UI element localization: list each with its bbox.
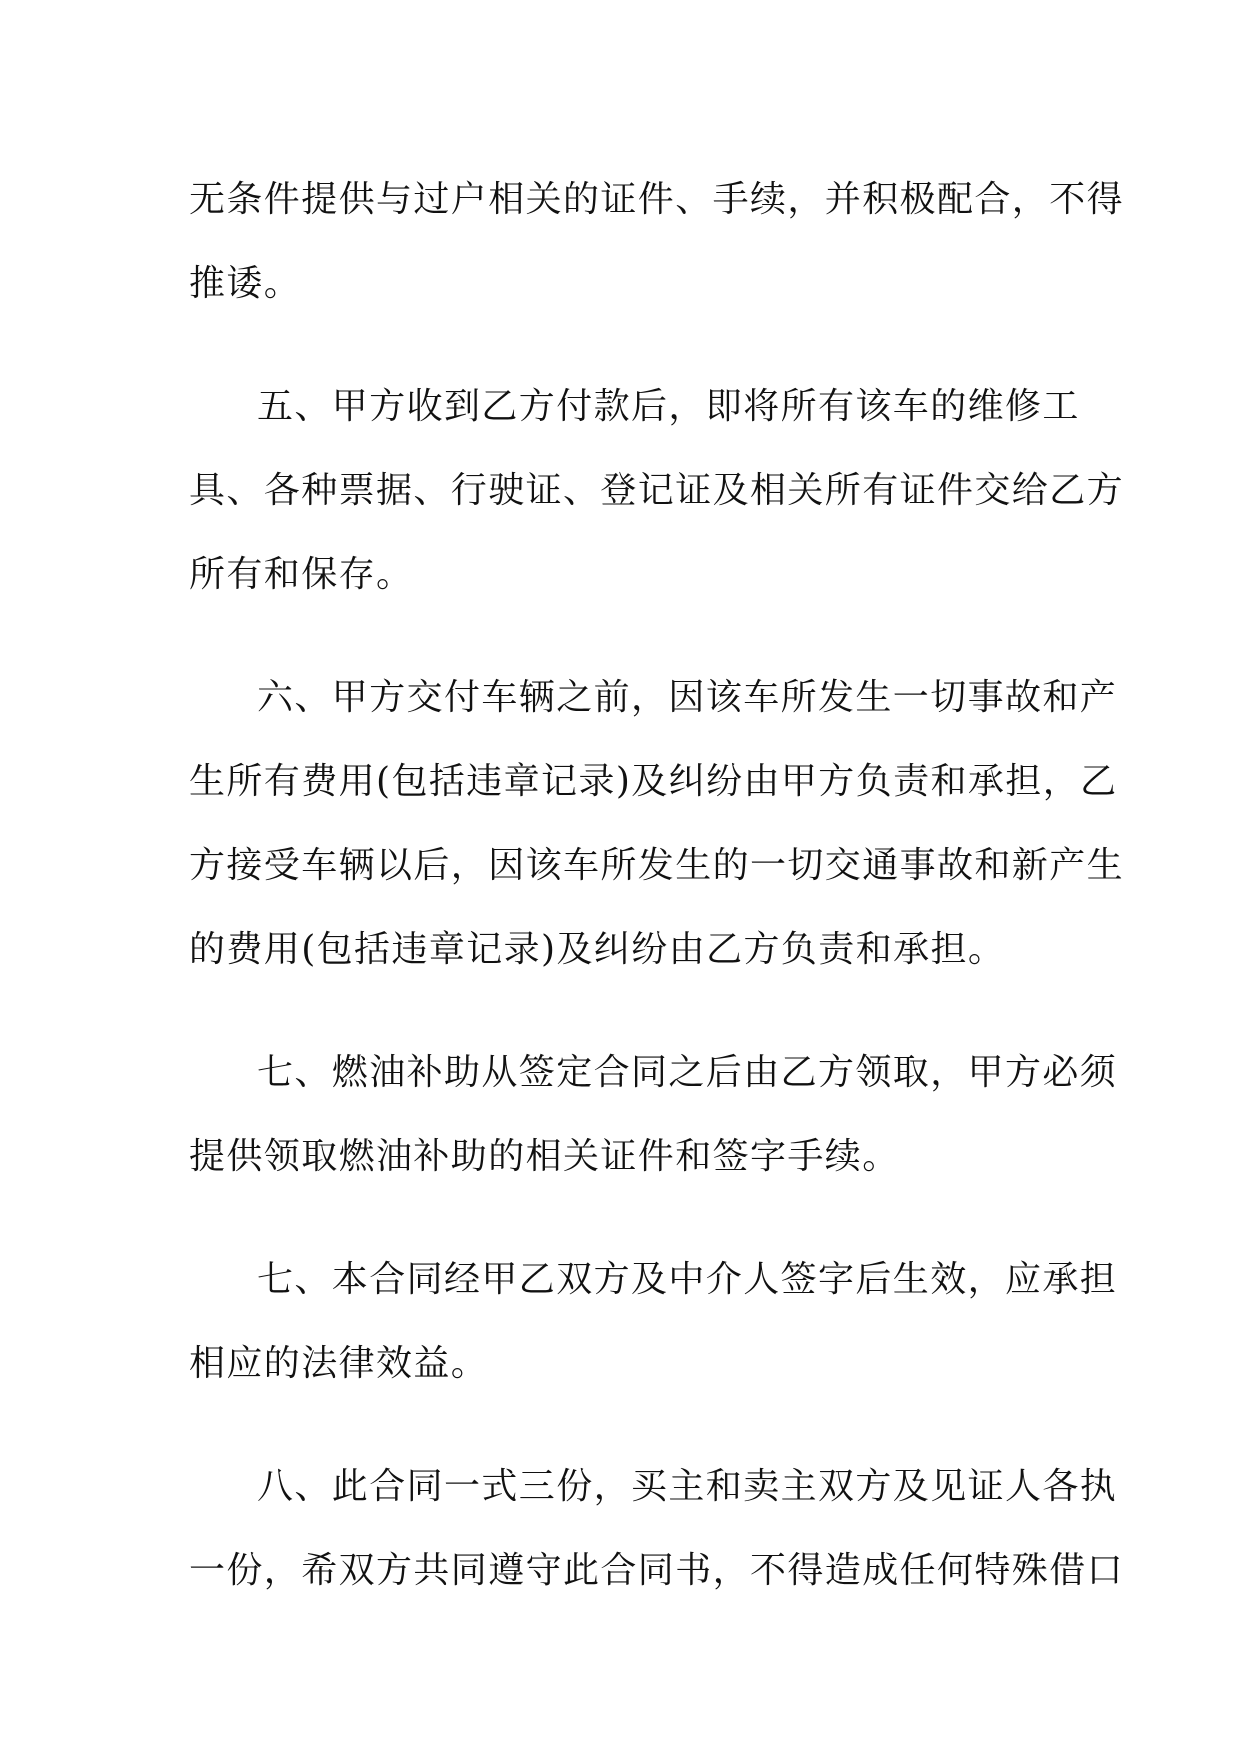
text-line: 提供领取燃油补助的相关证件和签字手续。 xyxy=(189,1136,900,1177)
text-line: 生所有费用(包括违章记录)及纠纷由甲方负责和承担，乙 xyxy=(189,761,1118,802)
clause-5-line: 五、甲方收到乙方付款后，即将所有该车的维修工 xyxy=(257,386,1080,427)
text-line: 具、各种票据、行驶证、登记证及相关所有证件交给乙方 xyxy=(189,470,1125,511)
contract-text xyxy=(189,170,1125,1625)
text-line: 的费用(包括违章记录)及纠纷由乙方负责和承担。 xyxy=(189,929,1006,970)
text-line: 相应的法律效益。 xyxy=(189,1343,489,1384)
text-line: 无条件提供与过户相关的证件、手续，并积极配合，不得 xyxy=(189,179,1125,220)
clause-7b-line: 七、本合同经甲乙双方及中介人签字后生效，应承担 xyxy=(257,1259,1118,1300)
text-line: 推诿。 xyxy=(189,263,302,304)
clause-8-line: 八、此合同一式三份，买主和卖主双方及见证人各执 xyxy=(257,1466,1118,1507)
text-line: 方接受车辆以后，因该车所发生的一切交通事故和新产生 xyxy=(189,845,1125,886)
text-line: 所有和保存。 xyxy=(189,554,414,595)
clause-6-line: 六、甲方交付车辆之前，因该车所发生一切事故和产 xyxy=(257,677,1118,718)
clause-7a-line: 七、燃油补助从签定合同之后由乙方领取，甲方必须 xyxy=(257,1052,1118,1093)
text-line: 一份，希双方共同遵守此合同书，不得造成任何特殊借口 xyxy=(189,1550,1125,1591)
